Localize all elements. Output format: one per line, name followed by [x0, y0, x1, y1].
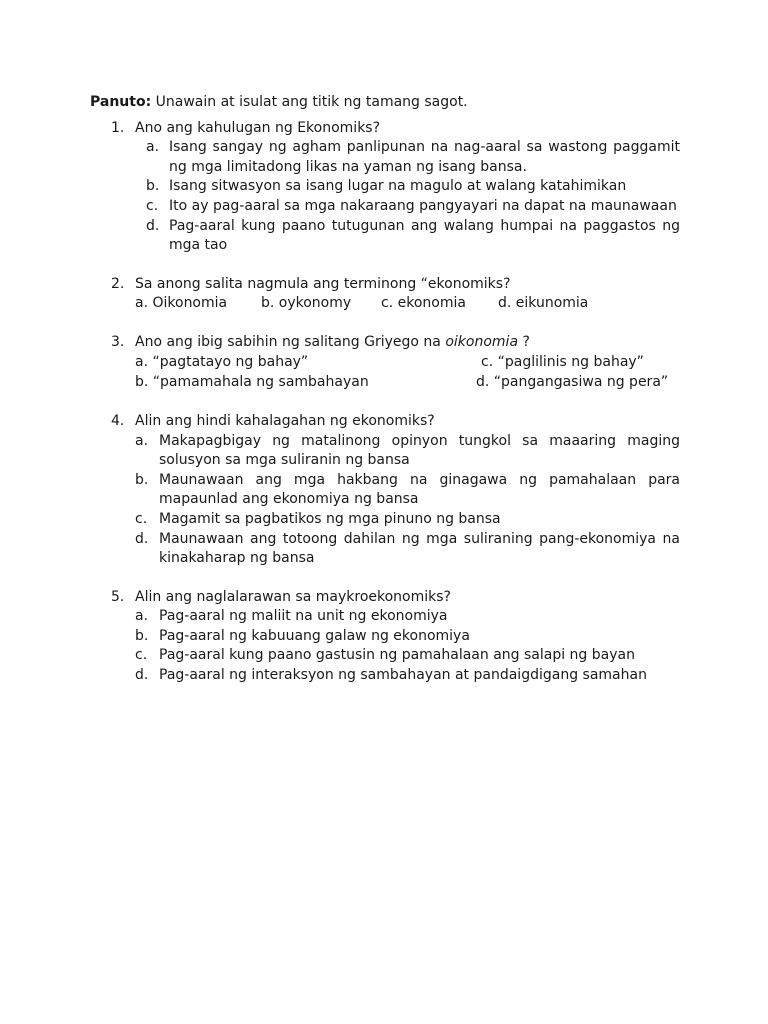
instructions-text: Unawain at isulat ang titik ng tamang sagot.: [151, 94, 468, 110]
option-a: [135, 138, 680, 177]
option-letter: b.: [135, 627, 149, 644]
question-number: 1.: [111, 119, 125, 136]
question-4: [90, 412, 680, 569]
option-text: Makapagbigay ng matalinong opinyon tungkol sa maaaring maging solusyon sa mga suliranin ng bansa: [159, 432, 680, 469]
option-d: d. “pangangasiwa ng pera”: [476, 373, 669, 390]
option-d: [135, 666, 680, 686]
question-text: Ano ang kahulugan ng Ekonomiks?: [135, 119, 381, 136]
question-number: 5.: [111, 588, 125, 605]
option-letter: b.: [135, 471, 149, 488]
question-number: 3.: [111, 334, 125, 351]
question-text: Alin ang naglalarawan sa maykroekonomiks?: [135, 588, 451, 605]
options-row: [135, 294, 680, 314]
option-text: Pag-aaral ng maliit na unit ng ekonomiya: [159, 608, 448, 625]
option-b: [135, 627, 680, 647]
option-text: Maunawaan ang totoong dahilan ng mga suliraning pang-ekonomiya na kinakaharap ng bansa: [159, 530, 680, 567]
option-c: c. ekonomia: [381, 295, 466, 312]
option-c: [135, 197, 680, 217]
question-1: [90, 119, 680, 256]
question-number: 2.: [111, 275, 125, 292]
option-letter: c.: [135, 647, 148, 664]
option-d: d. eikunomia: [498, 295, 589, 312]
quiz-document: [90, 93, 680, 686]
question-text-part: ?: [518, 334, 530, 351]
option-d: [135, 530, 680, 569]
option-b: b. “pamamahala ng sambahayan: [135, 373, 369, 390]
instructions-label: Panuto:: [90, 94, 152, 110]
option-a: [135, 607, 680, 627]
option-letter: c.: [135, 510, 148, 527]
option-a: a. Oikonomia: [135, 295, 228, 312]
option-letter: d.: [135, 530, 149, 547]
options-row: [135, 373, 680, 393]
option-text: Isang sitwasyon sa isang lugar na magulo at walang katahimikan: [169, 178, 627, 195]
option-a: [135, 432, 680, 471]
option-letter: a.: [135, 608, 149, 625]
option-text: Ito ay pag-aaral sa mga nakaraang pangyayari na dapat na maunawaan: [169, 197, 677, 214]
option-b: [135, 471, 680, 510]
option-text: Pag-aaral kung paano tutugunan ang walang humpai na paggastos ng mga tao: [169, 217, 680, 254]
question-text-italic: oikonomia: [445, 334, 519, 351]
option-text: Isang sangay ng agham panlipunan na nag-aaral sa wastong paggamit ng mga limitadong likas na yaman ng isang bansa.: [169, 139, 680, 175]
option-letter: a.: [135, 432, 149, 449]
question-5: [90, 588, 680, 686]
option-letter: d.: [135, 667, 149, 684]
option-letter: c.: [146, 197, 159, 214]
option-text: Magamit sa pagbatikos ng mga pinuno ng bansa: [159, 510, 501, 527]
option-text: Maunawaan ang mga hakbang na ginagawa ng pamahalaan para mapaunlad ang ekonomiya ng bansa: [159, 471, 680, 508]
option-text: Pag-aaral ng kabuuang galaw ng ekonomiya: [159, 627, 470, 644]
question-text: [135, 333, 680, 353]
option-text: Pag-aaral kung paano gastusin ng pamahalaan ang salapi ng bayan: [159, 647, 635, 664]
options-row: [135, 353, 680, 373]
option-c: c. “paglilinis ng bahay”: [481, 353, 644, 370]
question-2: [90, 275, 680, 315]
option-b: b. oykonomy: [261, 295, 352, 312]
question-text: Sa anong salita nagmula ang terminong “ekonomiks?: [135, 275, 511, 292]
question-3: [90, 333, 680, 393]
option-text: Pag-aaral ng interaksyon ng sambahayan at pandaigdigang samahan: [159, 667, 647, 684]
question-text: Alin ang hindi kahalagahan ng ekonomiks?: [135, 412, 435, 429]
option-letter: d.: [146, 217, 160, 234]
option-b: [135, 177, 680, 197]
question-number: 4.: [111, 412, 125, 429]
option-letter: b.: [146, 178, 160, 195]
option-c: [135, 510, 680, 530]
instructions: [90, 93, 680, 113]
option-d: [135, 217, 680, 256]
option-a: a. “pagtatayo ng bahay”: [135, 353, 309, 370]
option-letter: a.: [146, 139, 160, 156]
question-text-part: Ano ang ibig sabihin ng salitang Griyego na: [135, 334, 446, 351]
option-c: [135, 646, 680, 666]
